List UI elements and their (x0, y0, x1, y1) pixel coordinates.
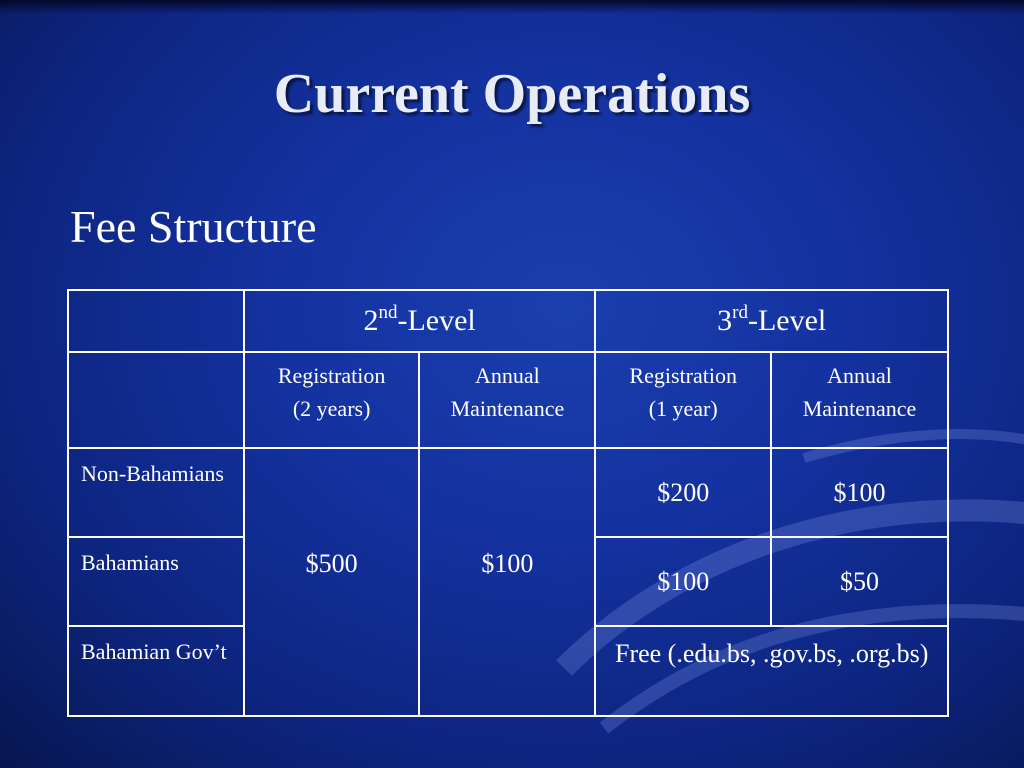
non-bahamians-l3-annual-fee: $100 (771, 448, 948, 537)
header-2nd-level-number: 2 (363, 304, 379, 337)
subheader-l2-registration (244, 352, 420, 448)
l2-annual-fee-cell: $100 (419, 448, 595, 716)
slide-title: Current Operations (273, 63, 751, 125)
row-label-bahamians: Bahamians (68, 537, 244, 626)
top-edge-shadow (0, 0, 1024, 14)
header-2nd-level-ordinal: nd (378, 302, 398, 323)
table-header-row (68, 290, 948, 352)
subheader-l2-annual-label: Annual Maintenance (450, 363, 565, 421)
table-subheader-row (68, 352, 948, 448)
bahamians-l3-annual-fee: $50 (771, 537, 948, 626)
fee-structure-table (67, 289, 949, 717)
row-label-non-bahamians: Non-Bahamians (68, 448, 244, 537)
govt-l3-free-cell: Free (.edu.bs, .gov.bs, .org.bs) (595, 626, 948, 716)
subheader-l2-registration-note: (2 years) (292, 396, 371, 421)
l2-registration-fee-cell: $500 (244, 448, 420, 716)
header-3rd-level-ordinal: rd (732, 302, 748, 323)
subheader-blank-cell (68, 352, 244, 448)
header-2nd-level-suffix: -Level (397, 304, 476, 337)
header-3rd-level (595, 290, 948, 352)
subheader-l3-annual (771, 352, 948, 448)
table-row (68, 448, 948, 537)
slide-subtitle: Fee Structure (70, 201, 317, 252)
subheader-l3-registration-label: Registration (629, 363, 737, 388)
header-2nd-level (244, 290, 596, 352)
row-label-bahamian-govt: Bahamian Gov’t (68, 626, 244, 716)
subheader-l3-annual-label: Annual Maintenance (802, 363, 917, 421)
subheader-l2-annual (419, 352, 595, 448)
non-bahamians-l3-registration-fee: $200 (595, 448, 771, 537)
subheader-l3-registration-note: (1 year) (648, 396, 718, 421)
table-corner-cell (68, 290, 244, 352)
header-3rd-level-suffix: -Level (747, 304, 827, 337)
header-3rd-level-number: 3 (717, 304, 733, 337)
bahamians-l3-registration-fee: $100 (595, 537, 771, 626)
subheader-l3-registration (595, 352, 771, 448)
subheader-l2-registration-label: Registration (277, 363, 386, 388)
